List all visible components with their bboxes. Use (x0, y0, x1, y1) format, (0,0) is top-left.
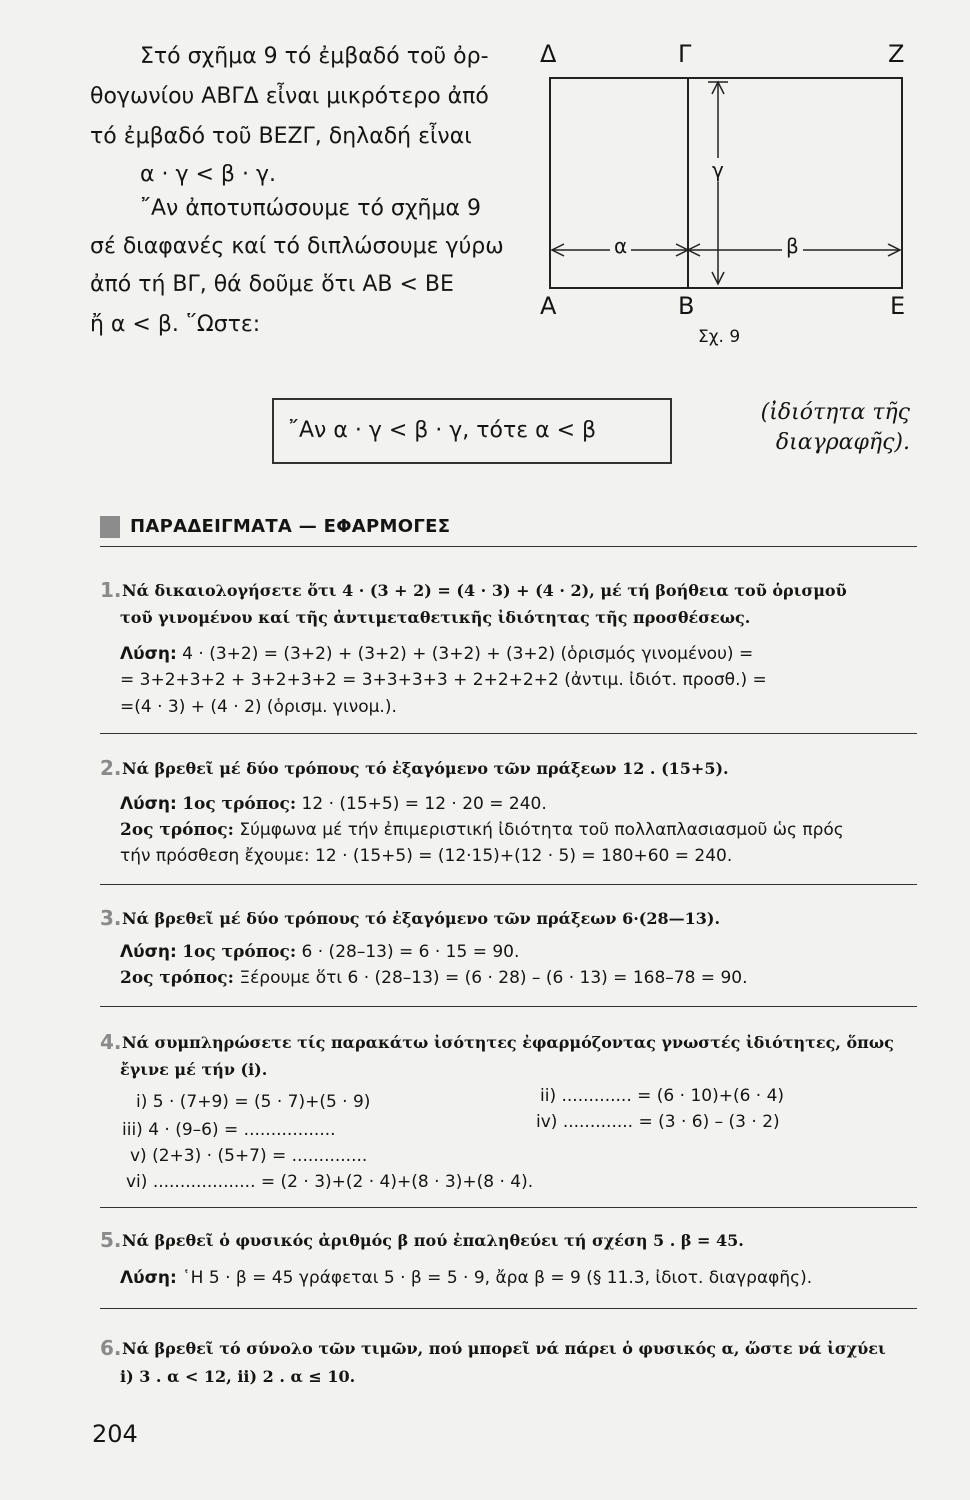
intro-line-5: ῎Αν ἀποτυπώσουμε τό σχῆμα 9 (140, 196, 481, 221)
divider (100, 1207, 917, 1208)
example-2-heading: Νά βρεθεῖ μέ δύο τρόπους τό ἐξαγόμενο τῶν πράξεων 12 . (15+5). (122, 759, 729, 778)
divider (100, 1006, 917, 1007)
solution-label: Λύση: (120, 644, 177, 664)
example-2-number: 2. (100, 756, 122, 780)
divider (100, 546, 917, 547)
example-3-way-2-text: Ξέρουμε ὅτι 6 · (28–13) = (6 · 28) – (6 · 13) = 168–78 = 90. (233, 968, 748, 988)
figure-caption: Σχ. 9 (698, 327, 741, 347)
section-title: ΠΑΡΑΔΕΙΓΜΑΤΑ — ΕΦΑΡΜΟΓΕΣ (130, 516, 451, 537)
vertex-label-zeta: Ζ (888, 40, 905, 68)
example-4-heading-line-2: ἔγινε μέ τήν (i). (120, 1060, 268, 1079)
dimension-label-gamma: γ (712, 158, 724, 182)
example-6-number: 6. (100, 1336, 122, 1360)
example-4-heading-line-1: Νά συμπληρώσετε τίς παρακάτω ἰσότητες ἐφαρμόζοντας γνωστές ἰδιότητες, ὅπως (122, 1033, 894, 1052)
solution-label: Λύση: (120, 1268, 177, 1288)
solution-label: Λύση: (120, 794, 177, 814)
figure-9-drawing (520, 40, 920, 360)
example-5-heading: Νά βρεθεῖ ὁ φυσικός ἀριθμός β πού ἐπαληθεύει τή σχέση 5 . β = 45. (122, 1231, 744, 1250)
rule-note-line-1: (ἰδιότητα τῆς (760, 400, 910, 425)
exercise-ii: ii) ............. = (6 · 10)+(6 · 4) (540, 1086, 785, 1106)
example-3-heading: Νά βρεθεῖ μέ δύο τρόπους τό ἐξαγόμενο τῶν πράξεων 6·(28—13). (122, 909, 721, 928)
example-5-solution-line-1 (120, 1268, 812, 1288)
rule-box (272, 398, 672, 464)
page-number: 204 (92, 1420, 138, 1448)
intro-formula: α · γ < β · γ. (140, 162, 276, 187)
exercise-iv: iv) ............. = (3 · 6) – (3 · 2) (536, 1112, 780, 1132)
example-2-way-2-text: Σύμφωνα μέ τήν ἐπιμεριστική ἰδιότητα τοῦ πολλαπλασιασμοῦ ὡς πρός (233, 820, 844, 840)
intro-line-2: θογωνίου ΑΒΓΔ εἶναι μικρότερο ἀπό (90, 84, 489, 109)
section-marker (100, 516, 120, 538)
vertex-label-delta: Δ (540, 40, 557, 68)
vertex-label-epsilon: Ε (890, 292, 906, 320)
example-5-solution-text: ῾Η 5 · β = 45 γράφεται 5 · β = 5 · 9, ἄρα β = 9 (§ 11.3, ἰδιοτ. διαγραφῆς). (176, 1268, 813, 1288)
outer-rectangle (550, 78, 902, 288)
example-3-number: 3. (100, 906, 122, 930)
example-3-solution-line-1 (120, 942, 519, 962)
example-2-way-1-text: 12 · (15+5) = 12 · 20 = 240. (296, 794, 547, 814)
divider (100, 1308, 917, 1309)
exercise-v: v) (2+3) · (5+7) = .............. (130, 1146, 368, 1166)
example-1-heading-line-2: τοῦ γινομένου καί τῆς ἀντιμεταθετικῆς ἰδιότητας τῆς προσθέσεως. (120, 608, 751, 627)
intro-line-7: ἀπό τή ΒΓ, θά δοῦμε ὅτι ΑΒ < ΒΕ (90, 272, 454, 297)
vertex-label-alpha: Α (540, 292, 557, 320)
figure-9 (520, 40, 920, 360)
example-1-solution-line-3: =(4 · 3) + (4 · 2) (ὁρισμ. γινομ.). (120, 697, 397, 717)
example-5-number: 5. (100, 1228, 122, 1252)
exercise-vi: vi) ................... = (2 · 3)+(2 · 4)+(8 · 3)+(8 · 4). (126, 1172, 534, 1192)
way-2-label: 2ος τρόπος: (120, 820, 234, 840)
way-1-label: 1ος τρόπος: (182, 942, 297, 962)
example-2-solution-line-1 (120, 794, 547, 814)
intro-line-6: σέ διαφανές καί τό διπλώσουμε γύρω (90, 234, 504, 259)
example-4-number: 4. (100, 1030, 122, 1054)
intro-line-8: ἤ α < β. ῞Ωστε: (90, 312, 261, 337)
example-3-solution-line-2 (120, 968, 747, 988)
rule-box-text: ῎Αν α · γ < β · γ, τότε α < β (288, 418, 597, 443)
way-1-label: 1ος τρόπος: (182, 794, 297, 814)
example-1-heading-line-1: Νά δικαιολογήσετε ὅτι 4 · (3 + 2) = (4 · 3) + (4 · 2), μέ τή βοήθεια τοῦ ὁρισμοῦ (122, 581, 847, 600)
exercise-i: i) 5 · (7+9) = (5 · 7)+(5 · 9) (136, 1092, 371, 1112)
example-2-solution-line-2 (120, 820, 844, 840)
example-2-solution-line-3: τήν πρόσθεση ἔχουμε: 12 · (15+5) = (12·15)+(12 · 5) = 180+60 = 240. (120, 846, 733, 866)
way-2-label: 2ος τρόπος: (120, 968, 234, 988)
exercise-iii: iii) 4 · (9–6) = ................. (122, 1120, 336, 1140)
divider (100, 733, 917, 734)
example-1-solution-line-2: = 3+2+3+2 + 3+2+3+2 = 3+3+3+3 + 2+2+2+2 (ἀντιμ. ἰδιότ. προσθ.) = (120, 670, 767, 690)
intro-line-1: Στό σχῆμα 9 τό ἐμβαδό τοῦ ὀρ- (140, 44, 489, 69)
dimension-label-beta: β (782, 234, 803, 258)
example-1-solution-text-1: 4 · (3+2) = (3+2) + (3+2) + (3+2) + (3+2) (ὁρισμός γινομένου) = (176, 644, 754, 664)
example-1-solution-line-1 (120, 644, 753, 664)
example-6-heading-line-2: i) 3 . α < 12, ii) 2 . α ≤ 10. (120, 1367, 356, 1386)
intro-line-3: τό ἐμβαδό τοῦ ΒΕΖΓ, δηλαδή εἶναι (90, 124, 472, 149)
example-6-heading-line-1: Νά βρεθεῖ τό σύνολο τῶν τιμῶν, πού μπορεῖ νά πάρει ὁ φυσικός α, ὥστε νά ἰσχύει (122, 1339, 886, 1358)
rule-note-line-2: διαγραφῆς). (775, 430, 910, 455)
vertex-label-beta: Β (678, 292, 695, 320)
vertex-label-gamma: Γ (678, 40, 692, 68)
divider (100, 884, 917, 885)
dimension-label-alpha: α (610, 234, 631, 258)
example-3-way-1-text: 6 · (28–13) = 6 · 15 = 90. (296, 942, 520, 962)
solution-label: Λύση: (120, 942, 177, 962)
example-1-number: 1. (100, 578, 122, 602)
